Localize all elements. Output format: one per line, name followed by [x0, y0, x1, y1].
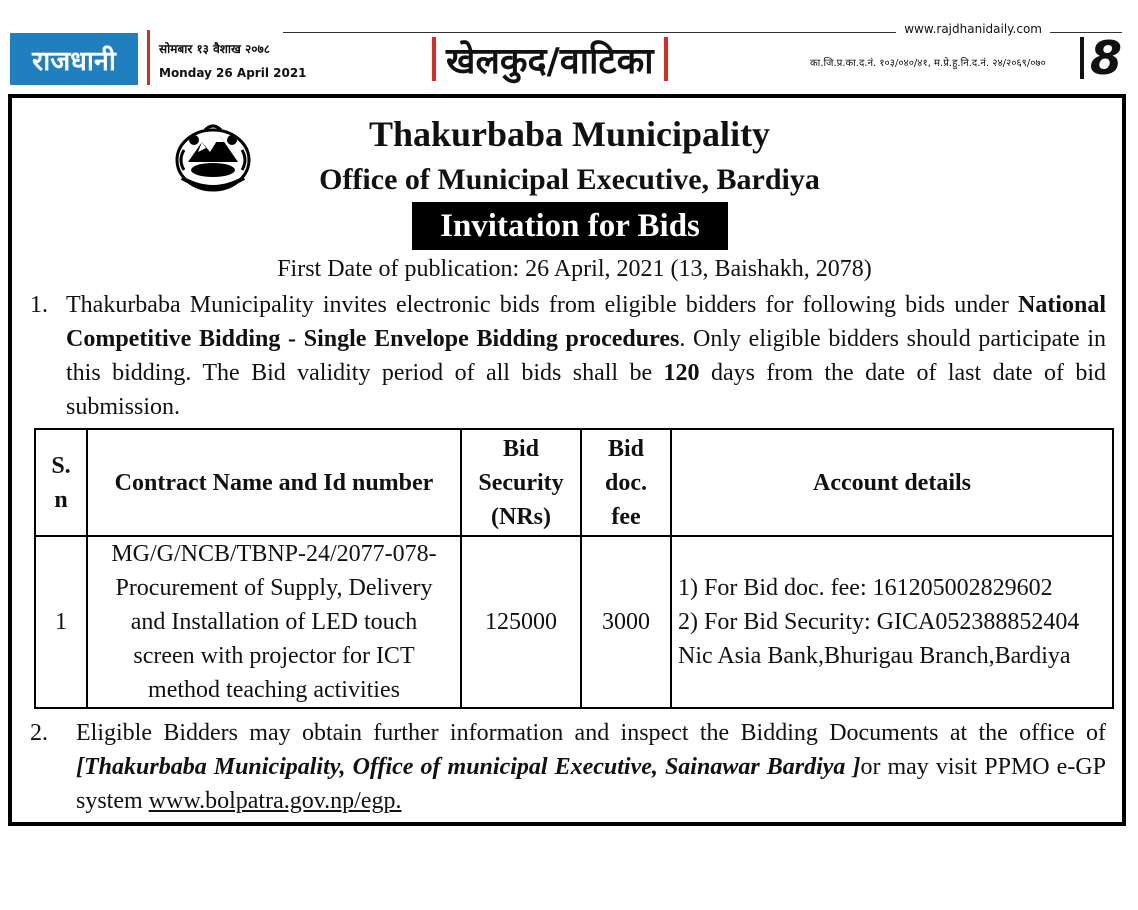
header-bid-doc-fee: Bid doc. fee: [581, 429, 671, 536]
bidding-procedure: National Competitive Bidding - Single Envelope Bidding procedures: [66, 292, 1106, 352]
contract-line: MG/G/NCB/TBNP-24/2077-078-: [111, 541, 437, 567]
publication-date: First Date of publication: 26 April, 2021 (13, Baishakh, 2078): [277, 256, 872, 282]
cell-contract: [87, 536, 461, 708]
account-line: 2) For Bid Security: GICA052388852404: [678, 609, 1080, 635]
page-number: [1080, 31, 1122, 85]
validity-days: 120: [663, 360, 700, 386]
account-line: Nic Asia Bank,Bhurigau Branch,Bardiya: [678, 643, 1071, 669]
cell-sn: 1: [35, 536, 87, 708]
paragraph-number: 1.: [30, 292, 48, 318]
section-name: खेलकुद/वाटिका: [446, 40, 654, 82]
paragraph-number: 2.: [30, 720, 48, 746]
header-sn: S. n: [35, 429, 87, 536]
page-number-bar: [1080, 37, 1084, 79]
paragraph-2-body: [76, 716, 1106, 818]
paragraph-1-body: [66, 288, 1106, 424]
cell-bid-doc-fee: 3000: [581, 536, 671, 708]
header-divider: [147, 30, 150, 85]
date-english: Monday 26 April 2021: [159, 66, 307, 80]
issue-dates: [159, 37, 307, 85]
text: Eligible Bidders may obtain further information and inspect the Bidding Documents at the office of: [76, 720, 1106, 746]
table-header-row: [35, 429, 1113, 536]
newspaper-masthead: राजधानी: [10, 33, 138, 85]
notice-subtitle: Office of Municipal Executive, Bardiya: [319, 163, 820, 196]
bid-notice: [8, 94, 1126, 826]
table-row: [35, 536, 1113, 708]
contract-line: method teaching activities: [148, 677, 400, 703]
header-contract: Contract Name and Id number: [87, 429, 461, 536]
contract-line: Procurement of Supply, Delivery: [115, 575, 433, 601]
section-title: [422, 34, 678, 84]
notice-title: Thakurbaba Municipality: [368, 114, 771, 154]
website-url: www.rajdhanidaily.com: [896, 22, 1050, 36]
registration-number: का.जि.प्र.का.द.नं. १०३/०४०/४१, म.प्रे.हु.नि.द.नं. २४/२०६९/०७०: [810, 58, 1046, 69]
account-line: 1) For Bid doc. fee: 161205002829602: [678, 575, 1053, 601]
paragraph-2: [30, 716, 1106, 818]
text: . Only eligible bidders should participate in this bidding. The Bid validity period of all bids shall be: [66, 326, 1107, 386]
page-number-value: 8: [1089, 31, 1122, 85]
office-address: [Thakurbaba Municipality, Office of municipal Executive, Sainawar Bardiya ]: [76, 754, 861, 780]
header-bid-security: Bid Security (NRs): [461, 429, 581, 536]
section-bar-left: [432, 37, 436, 81]
section-bar-right: [664, 37, 668, 81]
text: or may visit PPMO e-GP system: [76, 754, 1106, 814]
cell-account-details: [671, 536, 1113, 708]
text: days from the date of last date of bid submission.: [66, 360, 1107, 420]
contract-line: and Installation of LED touch: [130, 609, 418, 635]
cell-bid-security: 125000: [461, 536, 581, 708]
contract-line: screen with projector for ICT: [133, 643, 415, 669]
header-account-details: Account details: [671, 429, 1113, 536]
bids-table: [34, 428, 1114, 709]
invitation-banner: Invitation for Bids: [412, 202, 728, 250]
paragraph-1: [30, 288, 1106, 424]
text: Thakurbaba Municipality invites electronic bids from eligible bidders for following bids under: [66, 292, 1018, 318]
egp-link[interactable]: www.bolpatra.gov.np/egp.: [148, 788, 402, 814]
date-nepali: सोमबार १३ वैशाख २०७८: [159, 42, 270, 56]
